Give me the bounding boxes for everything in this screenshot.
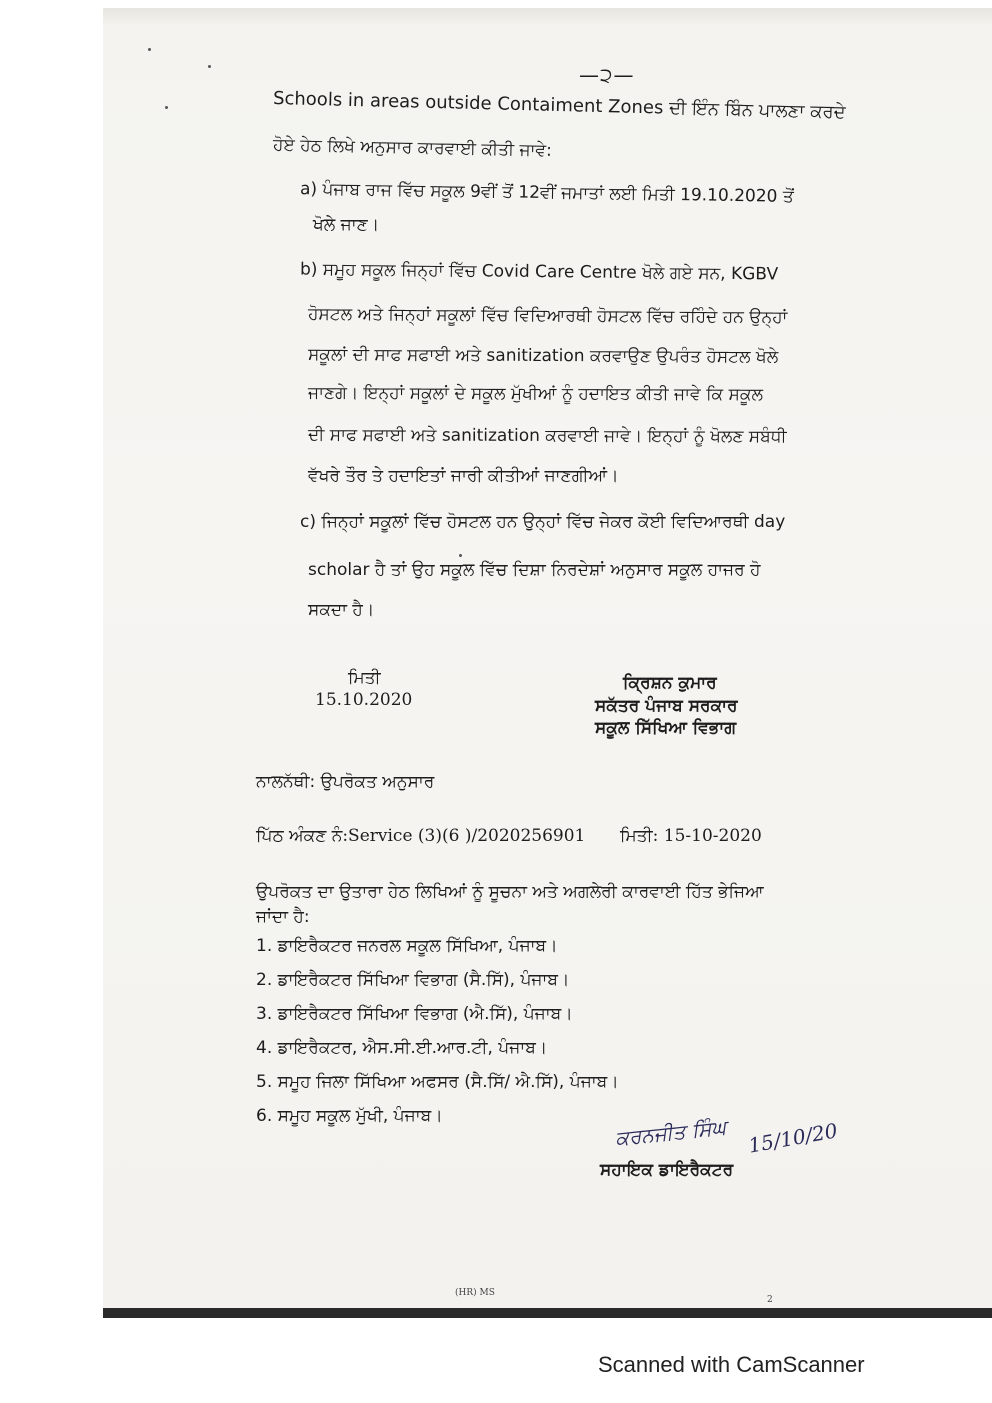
scanned-page	[103, 8, 992, 1318]
page-bottom-edge	[103, 1308, 992, 1318]
item-b-line-2: ਹੋਸਟਲ ਅਤੇ ਜਿਨ੍ਹਾਂ ਸਕੂਲਾਂ ਵਿੱਚ ਵਿਦਿਆਰਥੀ ਹੋਸਟਲ ਵਿੱਚ ਰਹਿੰਦੇ ਹਨ ਉਨ੍ਹਾਂ	[307, 304, 788, 328]
recipient-3: 3. ਡਾਇਰੈਕਟਰ ਸਿੱਖਿਆ ਵਿਭਾਗ (ਐ.ਸਿੱ), ਪੰਜਾਬ।	[256, 1004, 573, 1024]
item-b-line-6: ਵੱਖਰੇ ਤੌਰ ਤੇ ਹਦਾਇਤਾਂ ਜਾਰੀ ਕੀਤੀਆਂ ਜਾਣਗੀਆਂ।	[308, 466, 619, 486]
signatory-name: ਕ੍ਰਿਸ਼ਨ ਕੁਮਾਰ	[623, 673, 717, 693]
endorsement-date: ਮਿਤੀ: 15-10-2020	[620, 826, 762, 846]
date-value: 15.10.2020	[315, 690, 413, 710]
intro-line-1: Schools in areas outside Contaiment Zones ਦੀ ਇੰਨ ਬਿੰਨ ਪਾਲਣਾ ਕਰਦੇ	[272, 88, 846, 123]
item-b-line-4: ਜਾਣਗੇ। ਇਨ੍ਹਾਂ ਸਕੂਲਾਂ ਦੇ ਸਕੂਲ ਮੁੱਖੀਆਂ ਨੂੰ ਹਦਾਇਤ ਕੀਤੀ ਜਾਵੇ ਕਿ ਸਕੂਲ	[307, 383, 764, 405]
scan-speck	[165, 106, 168, 109]
recipient-6: 6. ਸਮੂਹ ਸਕੂਲ ਮੁੱਖੀ, ਪੰਜਾਬ।	[256, 1106, 443, 1126]
endorsement-number: ਪਿੱਠ ਅੰਕਣ ਨੰ:Service (3)(6 )/2020256901	[256, 826, 586, 846]
scan-speck	[459, 554, 462, 557]
intro-line-2: ਹੋਏ ਹੇਠ ਲਿਖੇ ਅਨੁਸਾਰ ਕਾਰਵਾਈ ਕੀਤੀ ਜਾਵੇ:	[272, 135, 552, 161]
enclosure-line: ਨਾਲਨੱਥੀ: ਉਪਰੋਕਤ ਅਨੁਸਾਰ	[256, 772, 435, 792]
handwritten-signature: ਕਰਨਜੀਤ ਸਿੰਘ	[613, 1114, 728, 1151]
scan-speck	[148, 48, 151, 51]
recipient-5: 5. ਸਮੂਹ ਜਿਲਾ ਸਿੱਖਿਆ ਅਫਸਰ (ਸੈ.ਸਿੱ/ ਐ.ਸਿੱ), ਪੰਜਾਬ।	[256, 1072, 619, 1092]
handwritten-date: 15/10/20	[746, 1118, 840, 1158]
item-c-line-1: c) ਜਿਨ੍ਹਾਂ ਸਕੂਲਾਂ ਵਿੱਚ ਹੋਸਟਲ ਹਨ ਉਨ੍ਹਾਂ ਵਿੱਚ ਜੇਕਰ ਕੋਈ ਵਿਦਿਆਰਥੀ day	[300, 512, 786, 532]
page-number: —੨—	[579, 63, 635, 87]
item-c-line-2: scholar ਹੈ ਤਾਂ ਉਹ ਸਕੂਲ ਵਿੱਚ ਦਿਸ਼ਾ ਨਿਰਦੇਸ਼ਾਂ ਅਨੁਸਾਰ ਸਕੂਲ ਹਾਜਰ ਹੋ	[308, 560, 761, 580]
footer-mark: (HR) MS	[455, 1288, 495, 1298]
item-b-line-3: ਸਕੂਲਾਂ ਦੀ ਸਾਫ ਸਫਾਈ ਅਤੇ sanitization ਕਰਵਾਉਣ ਉਪਰੰਤ ਹੋਸਟਲ ਖੋਲੇ	[307, 344, 779, 368]
item-a-line-2: ਖੋਲੇ ਜਾਣ।	[313, 215, 380, 235]
scanner-watermark: Scanned with CamScanner	[598, 1352, 865, 1377]
copy-intro-line-2: ਜਾਂਦਾ ਹੈ:	[256, 907, 310, 927]
signatory-designation: ਸਕੱਤਰ ਪੰਜਾਬ ਸਰਕਾਰ	[595, 696, 738, 716]
item-c-line-3: ਸਕਦਾ ਹੈ।	[308, 600, 375, 620]
item-b-line-5: ਦੀ ਸਾਫ ਸਫਾਈ ਅਤੇ sanitization ਕਰਵਾਈ ਜਾਵੇ। ਇਨ੍ਹਾਂ ਨੂੰ ਖੋਲਣ ਸਬੰਧੀ	[307, 425, 787, 447]
item-a-line-1: a) ਪੰਜਾਬ ਰਾਜ ਵਿੱਚ ਸਕੂਲ 9ਵੀਂ ਤੋਂ 12ਵੀਂ ਜਮਾਤਾਂ ਲਈ ਮਿਤੀ 19.10.2020 ਤੋਂ	[299, 179, 794, 207]
assistant-director-title: ਸਹਾਇਕ ਡਾਇਰੈਕਟਰ	[600, 1160, 734, 1180]
recipient-4: 4. ਡਾਇਰੈਕਟਰ, ਐਸ.ਸੀ.ਈ.ਆਰ.ਟੀ, ਪੰਜਾਬ।	[256, 1038, 548, 1058]
date-label: ਮਿਤੀ	[348, 668, 381, 688]
page-top-shadow	[103, 8, 992, 26]
copy-intro-line-1: ਉਪਰੋਕਤ ਦਾ ਉਤਾਰਾ ਹੇਠ ਲਿਖਿਆਂ ਨੂੰ ਸੂਚਨਾ ਅਤੇ ਅਗਲੇਰੀ ਕਾਰਵਾਈ ਹਿੱਤ ਭੇਜਿਆ	[256, 882, 764, 902]
scan-speck	[208, 65, 211, 68]
corner-mark: 2	[767, 1295, 773, 1305]
item-b-line-1: b) ਸਮੂਹ ਸਕੂਲ ਜਿਨ੍ਹਾਂ ਵਿੱਚ Covid Care Centre ਖੋਲੇ ਗਏ ਸਨ, KGBV	[299, 259, 779, 285]
signatory-department: ਸਕੂਲ ਸਿੱਖਿਆ ਵਿਭਾਗ	[595, 718, 737, 738]
recipient-1: 1. ਡਾਇਰੈਕਟਰ ਜਨਰਲ ਸਕੂਲ ਸਿੱਖਿਆ, ਪੰਜਾਬ।	[256, 936, 558, 956]
recipient-2: 2. ਡਾਇਰੈਕਟਰ ਸਿੱਖਿਆ ਵਿਭਾਗ (ਸੈ.ਸਿੱ), ਪੰਜਾਬ।	[256, 970, 570, 990]
